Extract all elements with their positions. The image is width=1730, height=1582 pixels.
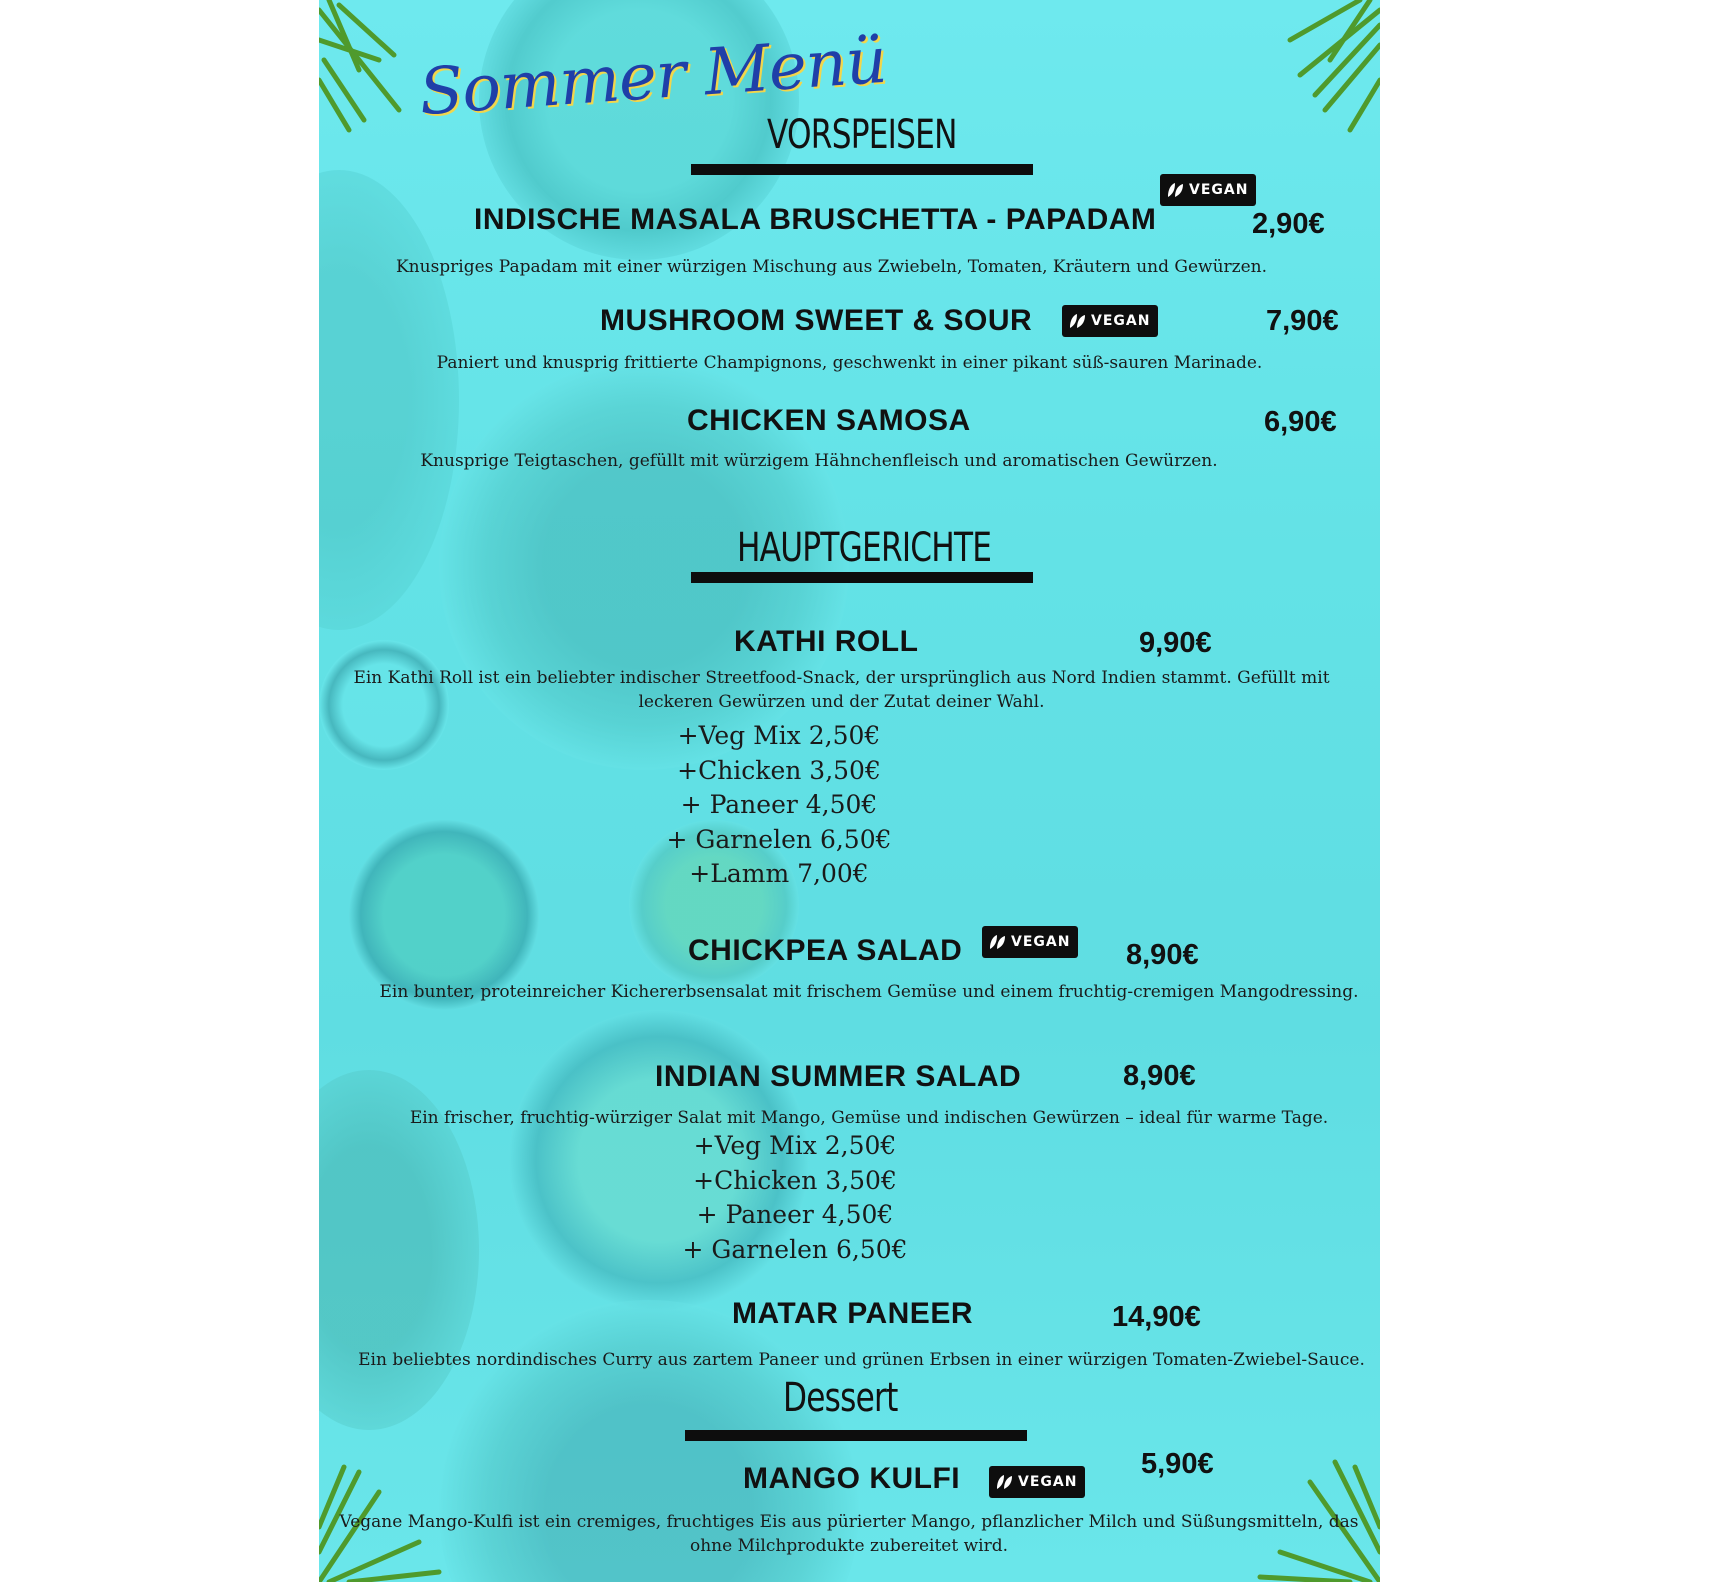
vegan-badge-label: VEGAN — [1189, 182, 1249, 198]
dish-price: 6,90€ — [1264, 406, 1337, 438]
dish-name: MATAR PANEER — [732, 1297, 973, 1330]
dish-name: KATHI ROLL — [734, 625, 919, 658]
addon-list — [675, 1129, 915, 1267]
leaf-icon — [1166, 182, 1184, 198]
addon-option: +Veg Mix 2,50€ — [693, 1131, 897, 1160]
dish-price: 14,90€ — [1112, 1301, 1201, 1333]
dish-description: Ein bunter, proteinreicher Kichererbsensalat mit frischem Gemüse und einem fruchtig-cremigen Mangodressing. — [379, 982, 1359, 1002]
addon-option: +Veg Mix 2,50€ — [677, 721, 881, 750]
vegan-badge — [1062, 305, 1158, 337]
dish-description: Knusprige Teigtaschen, gefüllt mit würzigem Hähnchenfleisch und aromatischen Gewürzen. — [420, 451, 1218, 471]
dish-name: MUSHROOM SWEET & SOUR — [600, 304, 1033, 337]
dish-price: 8,90€ — [1123, 1060, 1196, 1092]
addon-option: + Garnelen 6,50€ — [666, 824, 892, 854]
palm-leaf-icon — [1230, 1432, 1380, 1582]
palm-leaf-icon — [319, 1432, 469, 1582]
dish-price: 2,90€ — [1252, 208, 1325, 240]
dish-price: 7,90€ — [1266, 305, 1339, 337]
vegan-badge-label: VEGAN — [1011, 934, 1071, 950]
section-title-dessert: Dessert — [783, 1375, 898, 1421]
dish-name: INDIAN SUMMER SALAD — [655, 1060, 1022, 1093]
dish-description: Vegane Mango-Kulfi ist ein cremiges, fruchtiges Eis aus pürierter Mango, pflanzlicher Milch und Süßungsmitteln, das ohne Milchprodukte zubereitet wird. — [339, 1512, 1359, 1556]
dish-description: Paniert und knusprig frittierte Champignons, geschwenkt in einer pikant süß-sauren Marinade. — [436, 353, 1263, 373]
dish-description: Ein Kathi Roll ist ein beliebter indischer Streetfood-Snack, der ursprünglich aus Nord Indien stammt. Gefüllt mit leckeren Gewürzen und der Zutat deiner Wahl. — [353, 668, 1330, 712]
section-divider — [691, 572, 1033, 583]
vegan-badge-label: VEGAN — [1018, 1474, 1078, 1490]
leaf-icon — [995, 1474, 1013, 1490]
dish-price: 8,90€ — [1126, 939, 1199, 971]
addon-list — [659, 719, 899, 892]
addon-option: +Chicken 3,50€ — [693, 1165, 897, 1195]
addon-option: +Lamm 7,00€ — [689, 859, 869, 888]
palm-leaf-icon — [1230, 0, 1380, 150]
addon-option: + Garnelen 6,50€ — [682, 1234, 908, 1264]
dish-price: 5,90€ — [1141, 1448, 1214, 1480]
addon-option: +Chicken 3,50€ — [677, 755, 881, 785]
addon-option: + Paneer 4,50€ — [696, 1200, 894, 1229]
addon-option: + Paneer 4,50€ — [680, 790, 878, 819]
section-divider — [685, 1430, 1027, 1441]
dish-description: Ein beliebtes nordindisches Curry aus zartem Paneer und grünen Erbsen in einer würzigen Tomaten-Zwiebel-Sauce. — [358, 1350, 1365, 1370]
dish-description: Knuspriges Papadam mit einer würzigen Mischung aus Zwiebeln, Tomaten, Kräutern und Gewürzen. — [395, 257, 1268, 277]
menu-title: Sommer Menü — [416, 23, 889, 131]
section-divider — [691, 164, 1033, 175]
dish-description: Ein frischer, fruchtig-würziger Salat mit Mango, Gemüse und indischen Gewürzen – ideal für warme Tage. — [409, 1108, 1329, 1128]
dish-name: CHICKEN SAMOSA — [687, 404, 971, 437]
section-title-hauptgerichte: HAUPTGERICHTE — [737, 525, 992, 571]
vegan-badge — [982, 926, 1078, 958]
section-title-vorspeisen: VORSPEISEN — [767, 112, 957, 158]
menu-page — [319, 0, 1380, 1582]
leaf-icon — [988, 934, 1006, 950]
vegan-badge-label: VEGAN — [1091, 313, 1151, 329]
leaf-icon — [1068, 313, 1086, 329]
dish-name: INDISCHE MASALA BRUSCHETTA - PAPADAM — [474, 203, 1157, 236]
dish-price: 9,90€ — [1139, 627, 1212, 659]
food-bowl-image — [319, 170, 459, 630]
dish-name: MANGO KULFI — [743, 1462, 961, 1495]
vegan-badge — [989, 1466, 1085, 1498]
vegan-badge — [1160, 174, 1256, 206]
dish-name: CHICKPEA SALAD — [688, 934, 963, 967]
